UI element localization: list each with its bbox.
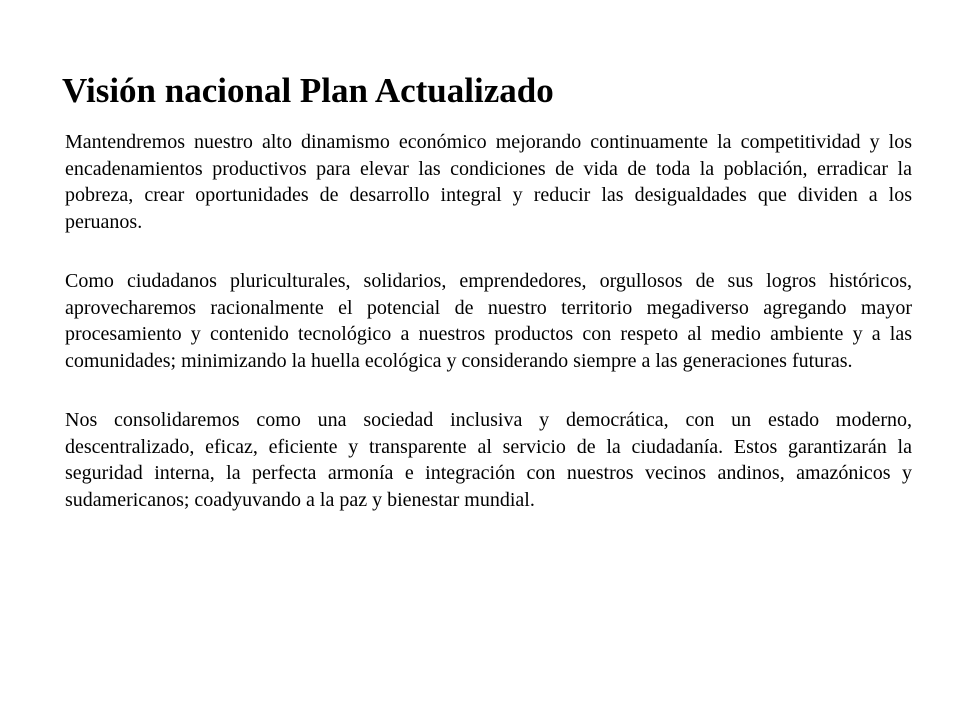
slide-title: Visión nacional Plan Actualizado — [62, 71, 554, 110]
slide-body — [65, 129, 912, 513]
paragraph-3: Nos consolidaremos como una sociedad inclusiva y democrática, con un estado moderno, descentralizado, eficaz, eficiente y transparente al servicio de la ciudadanía. Estos garantizarán la seguridad interna, la perfecta armonía e integración con nuestros vecinos andinos, amazónicos y sudamericanos; coadyuvando a la paz y bienestar mundial. — [65, 409, 912, 511]
paragraph-1: Mantendremos nuestro alto dinamismo económico mejorando continuamente la competitividad y los encadenamientos productivos para elevar las condiciones de vida de toda la población, erradicar la pobreza, crear oportunidades de desarrollo integral y reducir las desigualdades que dividen a los peruanos. — [65, 131, 912, 233]
paragraph-2: Como ciudadanos pluriculturales, solidarios, emprendedores, orgullosos de sus logros históricos, aprovecharemos racionalmente el potencial de nuestro territorio megadiverso agregando mayor procesamiento y contenido tecnológico a nuestros productos con respeto al medio ambiente y a las comunidades; minimizando la huella ecológica y considerando siempre a las generaciones futuras. — [65, 270, 912, 372]
